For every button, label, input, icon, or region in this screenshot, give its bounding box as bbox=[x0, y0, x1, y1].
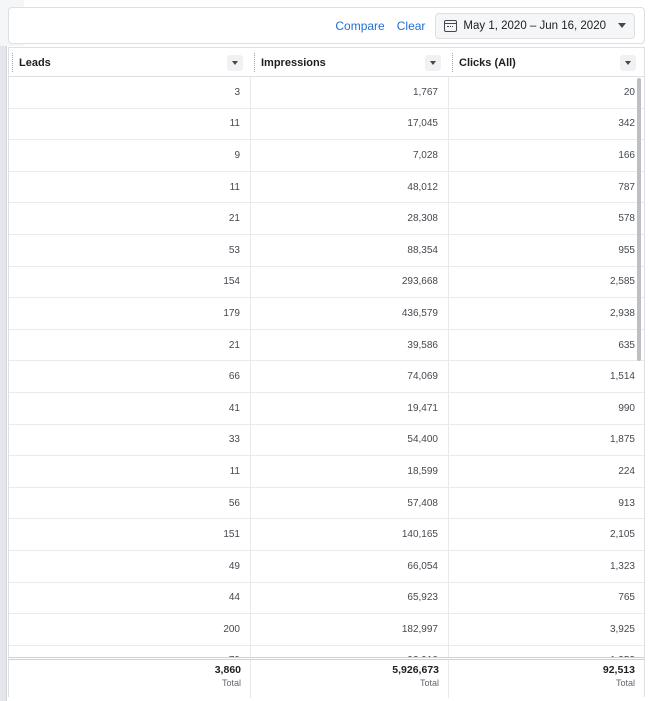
table-row[interactable] bbox=[9, 456, 644, 488]
cell-leads: 11 bbox=[9, 172, 251, 203]
cell-impressions: 19,471 bbox=[251, 393, 449, 424]
cell-leads: 41 bbox=[9, 393, 251, 424]
cell-leads: 44 bbox=[9, 583, 251, 614]
column-header-label: Clicks (All) bbox=[459, 56, 516, 69]
table-row[interactable] bbox=[9, 330, 644, 362]
total-clicks bbox=[449, 660, 644, 698]
cell-impressions: 1,767 bbox=[251, 77, 449, 108]
table-row[interactable] bbox=[9, 235, 644, 267]
chevron-down-icon bbox=[625, 61, 631, 65]
total-value: 92,513 bbox=[602, 664, 635, 676]
cell-leads: 11 bbox=[9, 456, 251, 487]
cell-clicks: 1,514 bbox=[609, 371, 635, 383]
table-row[interactable] bbox=[9, 519, 644, 551]
total-label: Total bbox=[221, 678, 241, 688]
cell-impressions: 74,069 bbox=[251, 361, 449, 392]
cell-clicks: 2,105 bbox=[609, 529, 635, 541]
total-label: Total bbox=[419, 678, 439, 688]
cell-clicks: 578 bbox=[618, 213, 635, 225]
cell-clicks: 1,323 bbox=[609, 560, 635, 572]
column-header-label: Leads bbox=[19, 56, 51, 69]
cell-impressions: 48,012 bbox=[251, 172, 449, 203]
table-row[interactable] bbox=[9, 583, 644, 615]
cell-impressions: 182,997 bbox=[251, 614, 449, 645]
cell-clicks: 990 bbox=[618, 402, 635, 414]
table-row[interactable] bbox=[9, 267, 644, 299]
compare-button[interactable]: Compare bbox=[335, 18, 385, 33]
cell-clicks: 3,925 bbox=[609, 623, 635, 635]
vertical-scrollbar[interactable] bbox=[637, 78, 641, 361]
column-menu-button[interactable] bbox=[227, 55, 243, 71]
total-leads bbox=[9, 660, 251, 698]
table-row[interactable] bbox=[9, 488, 644, 520]
cell-clicks: 2,585 bbox=[609, 276, 635, 288]
cell-clicks: 913 bbox=[618, 497, 635, 509]
chevron-down-icon bbox=[618, 23, 626, 28]
table-row[interactable] bbox=[9, 77, 644, 109]
cell-impressions: 65,923 bbox=[251, 583, 449, 614]
column-header-leads[interactable] bbox=[9, 48, 251, 77]
report-table bbox=[8, 47, 645, 697]
cell-leads: 3 bbox=[9, 77, 251, 108]
column-menu-button[interactable] bbox=[425, 55, 441, 71]
cell-leads: 154 bbox=[9, 267, 251, 298]
cell-clicks: 166 bbox=[618, 149, 635, 161]
cell-leads: 33 bbox=[9, 425, 251, 456]
table-header bbox=[9, 48, 644, 77]
cell-impressions: 88,354 bbox=[251, 235, 449, 266]
cell-impressions: 28,308 bbox=[251, 203, 449, 234]
column-header-impressions[interactable] bbox=[251, 48, 449, 77]
cell-impressions: 17,045 bbox=[251, 109, 449, 140]
cell-leads: 49 bbox=[9, 551, 251, 582]
table-body bbox=[9, 77, 644, 657]
cell-impressions: 66,054 bbox=[251, 551, 449, 582]
table-row[interactable] bbox=[9, 393, 644, 425]
calendar-icon bbox=[444, 20, 457, 32]
cell-clicks: 1,875 bbox=[609, 434, 635, 446]
cell-impressions: 140,165 bbox=[251, 519, 449, 550]
cell-clicks: 635 bbox=[618, 339, 635, 351]
cell-clicks: 787 bbox=[618, 181, 635, 193]
table-row[interactable] bbox=[9, 109, 644, 141]
cell-impressions: 54,400 bbox=[251, 425, 449, 456]
chevron-down-icon bbox=[430, 61, 436, 65]
table-row[interactable] bbox=[9, 425, 644, 457]
column-header-label: Impressions bbox=[261, 56, 326, 69]
table-row[interactable] bbox=[9, 614, 644, 646]
column-menu-button[interactable] bbox=[620, 55, 636, 71]
table-row[interactable] bbox=[9, 203, 644, 235]
cell-impressions: 18,599 bbox=[251, 456, 449, 487]
cell-leads: 9 bbox=[9, 140, 251, 171]
column-header-clicks[interactable] bbox=[449, 48, 644, 77]
cell-impressions: 7,028 bbox=[251, 140, 449, 171]
total-impressions bbox=[251, 660, 449, 698]
cell-leads: 21 bbox=[9, 330, 251, 361]
cell-leads: 53 bbox=[9, 235, 251, 266]
table-row[interactable] bbox=[9, 551, 644, 583]
cell-leads: 11 bbox=[9, 109, 251, 140]
clear-button[interactable]: Clear bbox=[396, 18, 426, 33]
cell-impressions: 436,579 bbox=[251, 298, 449, 329]
total-value: 3,860 bbox=[214, 664, 241, 676]
cell-impressions: 293,668 bbox=[251, 267, 449, 298]
table-row[interactable] bbox=[9, 361, 644, 393]
cell-clicks: 20 bbox=[623, 86, 635, 98]
total-label: Total bbox=[615, 678, 635, 688]
table-row[interactable] bbox=[9, 172, 644, 204]
cell-impressions: 39,586 bbox=[251, 330, 449, 361]
cell-leads: 151 bbox=[9, 519, 251, 550]
cell-clicks: 955 bbox=[618, 244, 635, 256]
date-range-picker[interactable] bbox=[435, 13, 635, 39]
table-row[interactable] bbox=[9, 298, 644, 330]
cell-clicks: 342 bbox=[618, 118, 635, 130]
table-totals-row bbox=[9, 657, 644, 698]
report-toolbar bbox=[8, 7, 645, 44]
total-value: 5,926,673 bbox=[392, 664, 439, 676]
table-row[interactable] bbox=[9, 140, 644, 172]
cell-leads: 21 bbox=[9, 203, 251, 234]
chevron-down-icon bbox=[232, 61, 238, 65]
cell-leads: 56 bbox=[9, 488, 251, 519]
cell-clicks: 224 bbox=[618, 465, 635, 477]
cell-clicks: 2,938 bbox=[609, 307, 635, 319]
cell-impressions: 57,408 bbox=[251, 488, 449, 519]
cell-leads: 179 bbox=[9, 298, 251, 329]
cell-leads: 66 bbox=[9, 361, 251, 392]
left-panel-edge bbox=[0, 0, 7, 701]
date-range-label: May 1, 2020 – Jun 16, 2020 bbox=[463, 19, 606, 32]
cell-leads: 200 bbox=[9, 614, 251, 645]
cell-clicks: 765 bbox=[618, 592, 635, 604]
